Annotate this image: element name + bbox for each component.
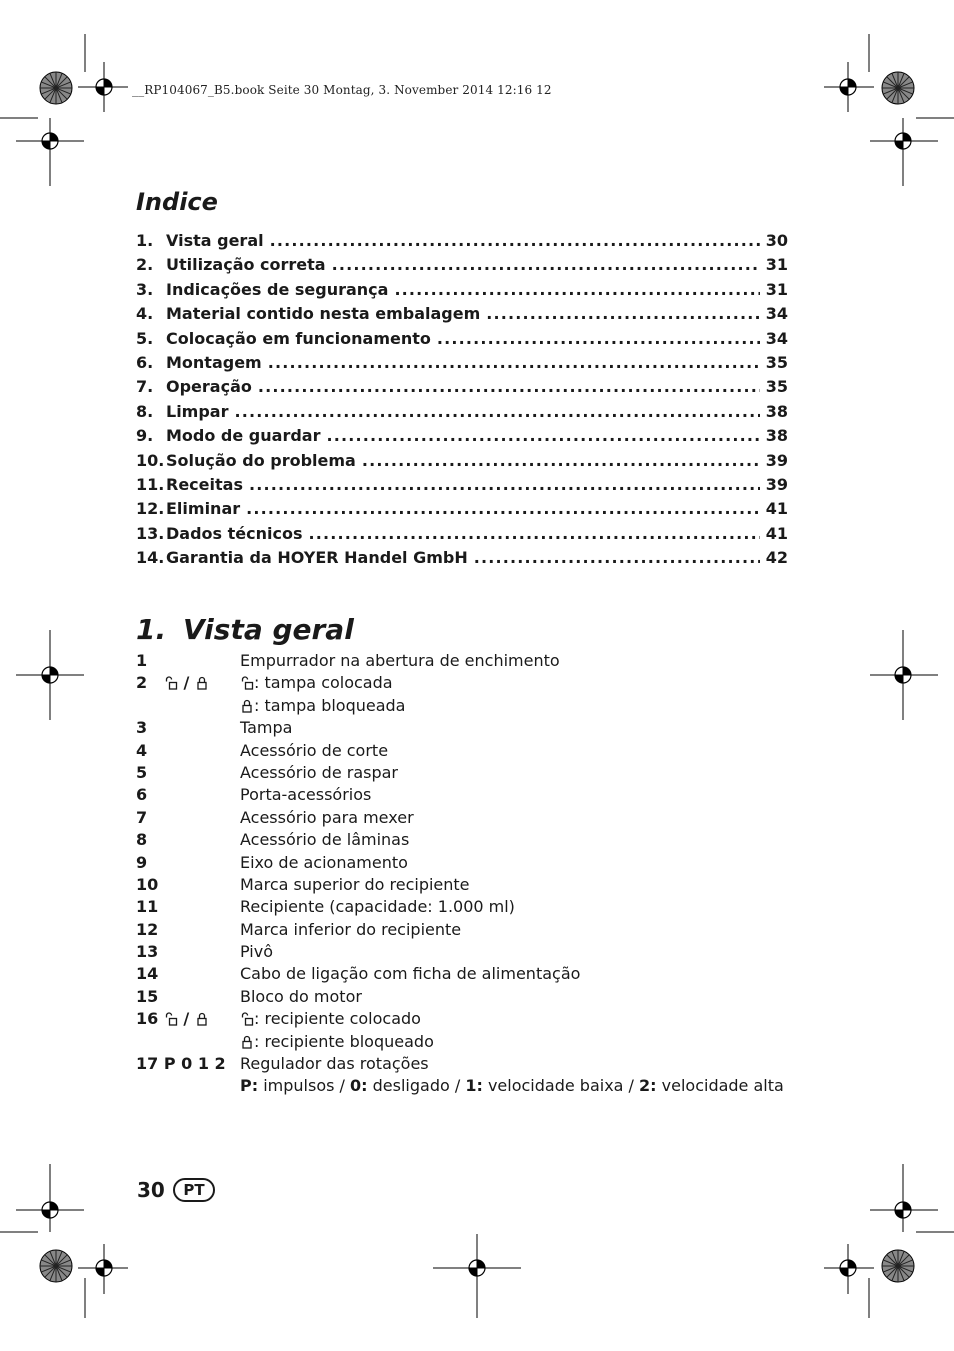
list-item: 12 Marca inferior do recipiente xyxy=(136,919,462,939)
toc-item: 13. Dados técnicos . . . 41 xyxy=(136,522,788,546)
list-item: 13 Pivô xyxy=(136,942,273,962)
toc-item: 10. Solução do problema . . . 39 xyxy=(136,449,788,473)
toc-page-number: 34 xyxy=(765,328,788,348)
toc-page-number: 34 xyxy=(765,304,788,324)
language-badge: PT xyxy=(173,1178,215,1202)
book-file-header: __RP104067_B5.book Seite 30 Montag, 3. November 2014 12:16 12 xyxy=(132,83,552,97)
list-item: 9 Eixo de acionamento xyxy=(136,852,408,872)
section-title-text: Vista geral xyxy=(183,613,354,646)
list-item: 15 Bloco do motor xyxy=(136,986,362,1006)
toc-page-number: 41 xyxy=(765,499,788,519)
toc-item: 3. Indicações de segurança . . . 31 xyxy=(136,278,788,302)
list-item: : recipiente bloqueado xyxy=(136,1031,836,1053)
toc-page-number: 42 xyxy=(765,548,788,568)
unlock-icon xyxy=(240,676,254,690)
list-item: 6 Porta-acessórios xyxy=(136,785,372,805)
toc-page-number: 39 xyxy=(765,474,788,494)
parts-list xyxy=(136,650,836,1098)
lock-icon xyxy=(195,676,209,690)
list-item: 11 Recipiente (capacidade: 1.000 ml) xyxy=(136,897,515,917)
list-item: 4 Acessório de corte xyxy=(136,740,389,760)
list-item: 14 Cabo de ligação com ficha de alimentação xyxy=(136,964,581,984)
toc-item: 8. Limpar . . . 38 xyxy=(136,400,788,424)
table-of-contents xyxy=(136,229,788,570)
list-item: 8 Acessório de lâminas xyxy=(136,830,410,850)
page-number: 30 xyxy=(137,1178,165,1202)
toc-title: Indice xyxy=(136,188,218,216)
lock-icon xyxy=(240,699,254,713)
toc-page-number: 39 xyxy=(765,450,788,470)
speed-settings-line: P: impulsos / 0: desligado / 1: velocidade baixa / 2: velocidade alta xyxy=(240,1076,784,1096)
toc-page-number: 38 xyxy=(765,426,788,446)
toc-item: 11. Receitas . . . 39 xyxy=(136,473,788,497)
toc-item: 4. Material contido nesta embalagem . . . 34 xyxy=(136,302,788,326)
list-item: : tampa bloqueada xyxy=(136,695,836,717)
toc-item: 14. Garantia da HOYER Handel GmbH . . . 42 xyxy=(136,546,788,570)
list-item: 10 Marca superior do recipiente xyxy=(136,874,470,894)
unlock-icon xyxy=(240,1012,254,1026)
toc-page-number: 30 xyxy=(765,231,788,250)
toc-page-number: 38 xyxy=(765,401,788,421)
list-item: 5 Acessório de raspar xyxy=(136,762,399,782)
toc-page-number: 35 xyxy=(765,377,788,397)
list-item: 16 / : recipiente colocado xyxy=(136,1009,421,1029)
toc-item: 1. Vista geral . . . 30 xyxy=(136,229,788,253)
section-title xyxy=(136,610,354,650)
toc-page-number: 31 xyxy=(765,279,788,299)
toc-item: 5. Colocação em funcionamento . . . 34 xyxy=(136,327,788,351)
unlock-icon xyxy=(164,1012,178,1026)
unlock-icon xyxy=(164,676,178,690)
section-number: 1. xyxy=(136,613,167,646)
list-item: 2 / : tampa colocada xyxy=(136,673,393,693)
toc-item: 2. Utilização correta . . . 31 xyxy=(136,253,788,277)
toc-page-number: 35 xyxy=(765,352,788,372)
list-item: 1 Empurrador na abertura de enchimento xyxy=(136,651,560,670)
lock-icon xyxy=(240,1035,254,1049)
list-item: 7 Acessório para mexer xyxy=(136,807,414,827)
toc-item: 7. Operação . . . 35 xyxy=(136,375,788,399)
toc-page-number: 41 xyxy=(765,523,788,543)
list-item: 3 Tampa xyxy=(136,718,293,738)
list-item: 17 P 0 1 2 Regulador das rotações xyxy=(136,1054,429,1074)
toc-item: 9. Modo de guardar . . . 38 xyxy=(136,424,788,448)
lock-icon xyxy=(195,1012,209,1026)
toc-item: 12. Eliminar . . . 41 xyxy=(136,497,788,521)
toc-item: 6. Montagem . . . 35 xyxy=(136,351,788,375)
toc-page-number: 31 xyxy=(765,255,788,275)
